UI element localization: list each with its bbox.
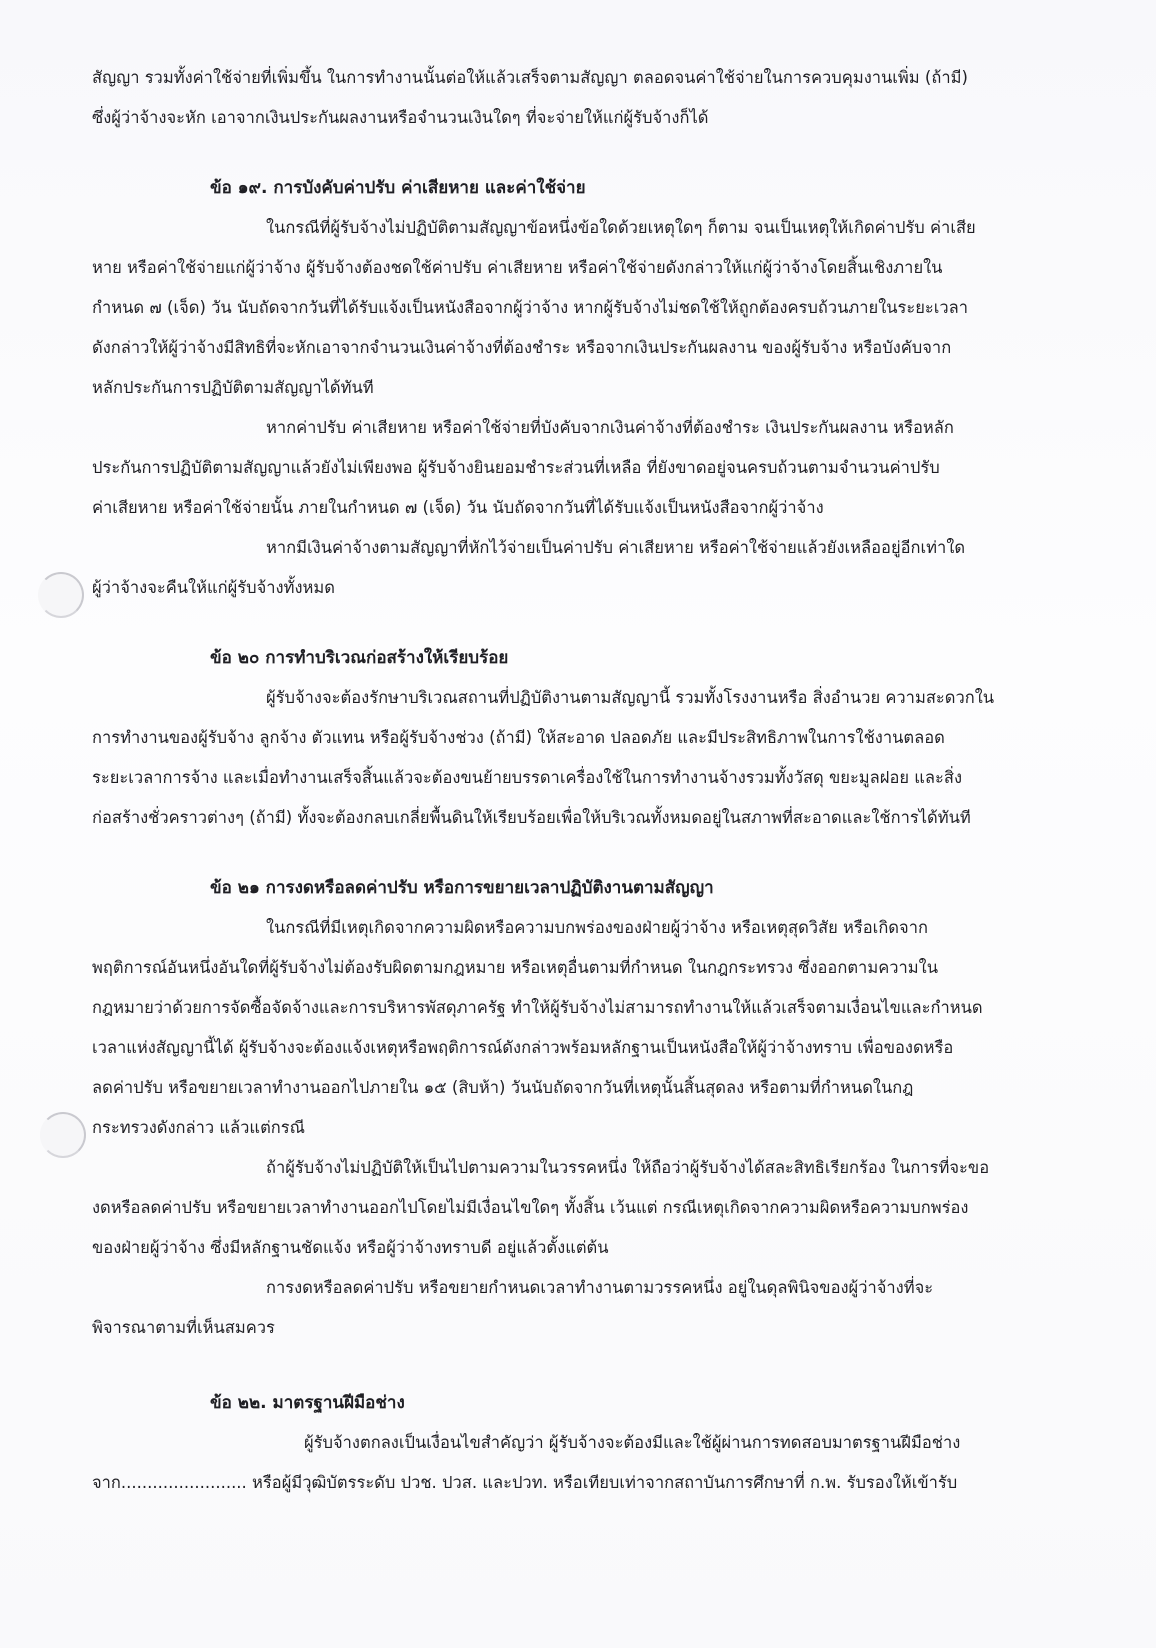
clause-22-heading: ข้อ ๒๒. มาตรฐานฝีมือช่าง [210, 1393, 405, 1413]
paragraph-line: การทำงานของผู้รับจ้าง ลูกจ้าง ตัวแทน หรือผู้รับจ้างช่วง (ถ้ามี) ให้สะอาด ปลอดภัย และมีประสิทธิภาพในการใช้งานตลอด [92, 728, 945, 747]
paragraph-line: กำหนด ๗ (เจ็ด) วัน นับถัดจากวันที่ได้รับแจ้งเป็นหนังสือจากผู้ว่าจ้าง หากผู้รับจ้างไม่ชดใช้ให้ถูกต้องครบถ้วนภายในระยะเวลา [92, 298, 969, 317]
paragraph-line: ก่อสร้างชั่วคราวต่างๆ (ถ้ามี) ทั้งจะต้องกลบเกลี่ยพื้นดินให้เรียบร้อยเพื่อให้บริเวณทั้งหมดอยู่ในสภาพที่สะอาดและใช้การได้ทันที [92, 808, 971, 827]
paragraph-line: การงดหรือลดค่าปรับ หรือขยายกำหนดเวลาทำงานตามวรรคหนึ่ง อยู่ในดุลพินิจของผู้ว่าจ้างที่จะ [266, 1278, 934, 1297]
paragraph-line: กฎหมายว่าด้วยการจัดซื้อจัดจ้างและการบริหารพัสดุภาครัฐ ทำให้ผู้รับจ้างไม่สามารถทำงานให้แล้วเสร็จตามเงื่อนไขและกำหนด [92, 998, 983, 1017]
paragraph-line: กระทรวงดังกล่าว แล้วแต่กรณี [92, 1118, 305, 1137]
paragraph-line: หากมีเงินค่าจ้างตามสัญญาที่หักไว้จ่ายเป็นค่าปรับ ค่าเสียหาย หรือค่าใช้จ่ายแล้วยังเหลืออยู่อีกเท่าใด [266, 538, 966, 557]
paragraph-line: หาย หรือค่าใช้จ่ายแก่ผู้ว่าจ้าง ผู้รับจ้างต้องชดใช้ค่าปรับ ค่าเสียหาย หรือค่าใช้จ่ายดังกล่าวให้แก่ผู้ว่าจ้างโดยสิ้นเชิงภายใน [92, 258, 943, 277]
paragraph-line: เวลาแห่งสัญญานี้ได้ ผู้รับจ้างจะต้องแจ้งเหตุหรือพฤติการณ์ดังกล่าวพร้อมหลักฐานเป็นหนังสือให้ผู้ว่าจ้างทราบ เพื่อของดหรือ [92, 1038, 954, 1057]
clause-20-heading: ข้อ ๒๐ การทำบริเวณก่อสร้างให้เรียบร้อย [210, 648, 509, 668]
punch-hole-mark [38, 572, 84, 618]
paragraph-line: หากค่าปรับ ค่าเสียหาย หรือค่าใช้จ่ายที่บังคับจากเงินค่าจ้างที่ต้องชำระ เงินประกันผลงาน หรือหลัก [266, 418, 954, 437]
paragraph-line: ในกรณีที่มีเหตุเกิดจากความผิดหรือความบกพร่องของฝ่ายผู้ว่าจ้าง หรือเหตุสุดวิสัย หรือเกิดจาก [266, 918, 928, 937]
paragraph-line: ของฝ่ายผู้ว่าจ้าง ซึ่งมีหลักฐานชัดแจ้ง หรือผู้ว่าจ้างทราบดี อยู่แล้วตั้งแต่ต้น [92, 1238, 609, 1257]
paragraph-line: ระยะเวลาการจ้าง และเมื่อทำงานเสร็จสิ้นแล้วจะต้องขนย้ายบรรดาเครื่องใช้ในการทำงานจ้างรวมทั้งวัสดุ ขยะมูลฝอย และสิ่ง [92, 768, 963, 787]
punch-hole-mark [40, 1112, 86, 1158]
paragraph-line: ซึ่งผู้ว่าจ้างจะหัก เอาจากเงินประกันผลงานหรือจำนวนเงินใดๆ ที่จะจ่ายให้แก่ผู้รับจ้างก็ได้ [92, 108, 709, 127]
paragraph-line: พิจารณาตามที่เห็นสมควร [92, 1318, 275, 1337]
clause-21-heading: ข้อ ๒๑ การงดหรือลดค่าปรับ หรือการขยายเวลาปฏิบัติงานตามสัญญา [210, 878, 714, 898]
paragraph-line: หลักประกันการปฏิบัติตามสัญญาได้ทันที [92, 378, 374, 397]
paragraph-line: สัญญา รวมทั้งค่าใช้จ่ายที่เพิ่มขึ้น ในการทำงานนั้นต่อให้แล้วเสร็จตามสัญญา ตลอดจนค่าใช้จ่ายในการควบคุมงานเพิ่ม (ถ้ามี) [92, 68, 968, 87]
paragraph-line: พฤติการณ์อันหนึ่งอันใดที่ผู้รับจ้างไม่ต้องรับผิดตามกฎหมาย หรือเหตุอื่นตามที่กำหนด ในกฎกระทรวง ซึ่งออกตามความใน [92, 958, 938, 977]
paragraph-line: จาก........................ หรือผู้มีวุฒิบัตรระดับ ปวช. ปวส. และปวท. หรือเทียบเท่าจากสถาบันการศึกษาที่ ก.พ. รับรองให้เข้ารับ [92, 1473, 958, 1492]
paragraph-line: งดหรือลดค่าปรับ หรือขยายเวลาทำงานออกไปโดยไม่มีเงื่อนไขใดๆ ทั้งสิ้น เว้นแต่ กรณีเหตุเกิดจากความผิดหรือความบกพร่อง [92, 1198, 969, 1217]
paragraph-line: ผู้รับจ้างตกลงเป็นเงื่อนไขสำคัญว่า ผู้รับจ้างจะต้องมีและใช้ผู้ผ่านการทดสอบมาตรฐานฝีมือช่าง [304, 1433, 961, 1452]
paragraph-line: ประกันการปฏิบัติตามสัญญาแล้วยังไม่เพียงพอ ผู้รับจ้างยินยอมชำระส่วนที่เหลือ ที่ยังขาดอยู่จนครบถ้วนตามจำนวนค่าปรับ [92, 458, 940, 477]
paragraph-line: ผู้ว่าจ้างจะคืนให้แก่ผู้รับจ้างทั้งหมด [92, 578, 335, 597]
clause-19-heading: ข้อ ๑๙. การบังคับค่าปรับ ค่าเสียหาย และค่าใช้จ่าย [210, 178, 586, 198]
paragraph-line: ผู้รับจ้างจะต้องรักษาบริเวณสถานที่ปฏิบัติงานตามสัญญานี้ รวมทั้งโรงงานหรือ สิ่งอำนวย ความสะดวกใน [266, 688, 995, 707]
paragraph-line: ลดค่าปรับ หรือขยายเวลาทำงานออกไปภายใน ๑๕ (สิบห้า) วันนับถัดจากวันที่เหตุนั้นสิ้นสุดลง หรือตามที่กำหนดในกฎ [92, 1078, 914, 1097]
paragraph-line: ในกรณีที่ผู้รับจ้างไม่ปฏิบัติตามสัญญาข้อหนึ่งข้อใดด้วยเหตุใดๆ ก็ตาม จนเป็นเหตุให้เกิดค่าปรับ ค่าเสีย [266, 218, 976, 237]
paragraph-line: ถ้าผู้รับจ้างไม่ปฏิบัติให้เป็นไปตามความในวรรคหนึ่ง ให้ถือว่าผู้รับจ้างได้สละสิทธิเรียกร้อง ในการที่จะขอ [266, 1158, 990, 1177]
paragraph-line: ค่าเสียหาย หรือค่าใช้จ่ายนั้น ภายในกำหนด ๗ (เจ็ด) วัน นับถัดจากวันที่ได้รับแจ้งเป็นหนังสือจากผู้ว่าจ้าง [92, 498, 824, 517]
paragraph-line: ดังกล่าวให้ผู้ว่าจ้างมีสิทธิที่จะหักเอาจากจำนวนเงินค่าจ้างที่ต้องชำระ หรือจากเงินประกันผลงาน ของผู้รับจ้าง หรือบังคับจาก [92, 338, 952, 357]
